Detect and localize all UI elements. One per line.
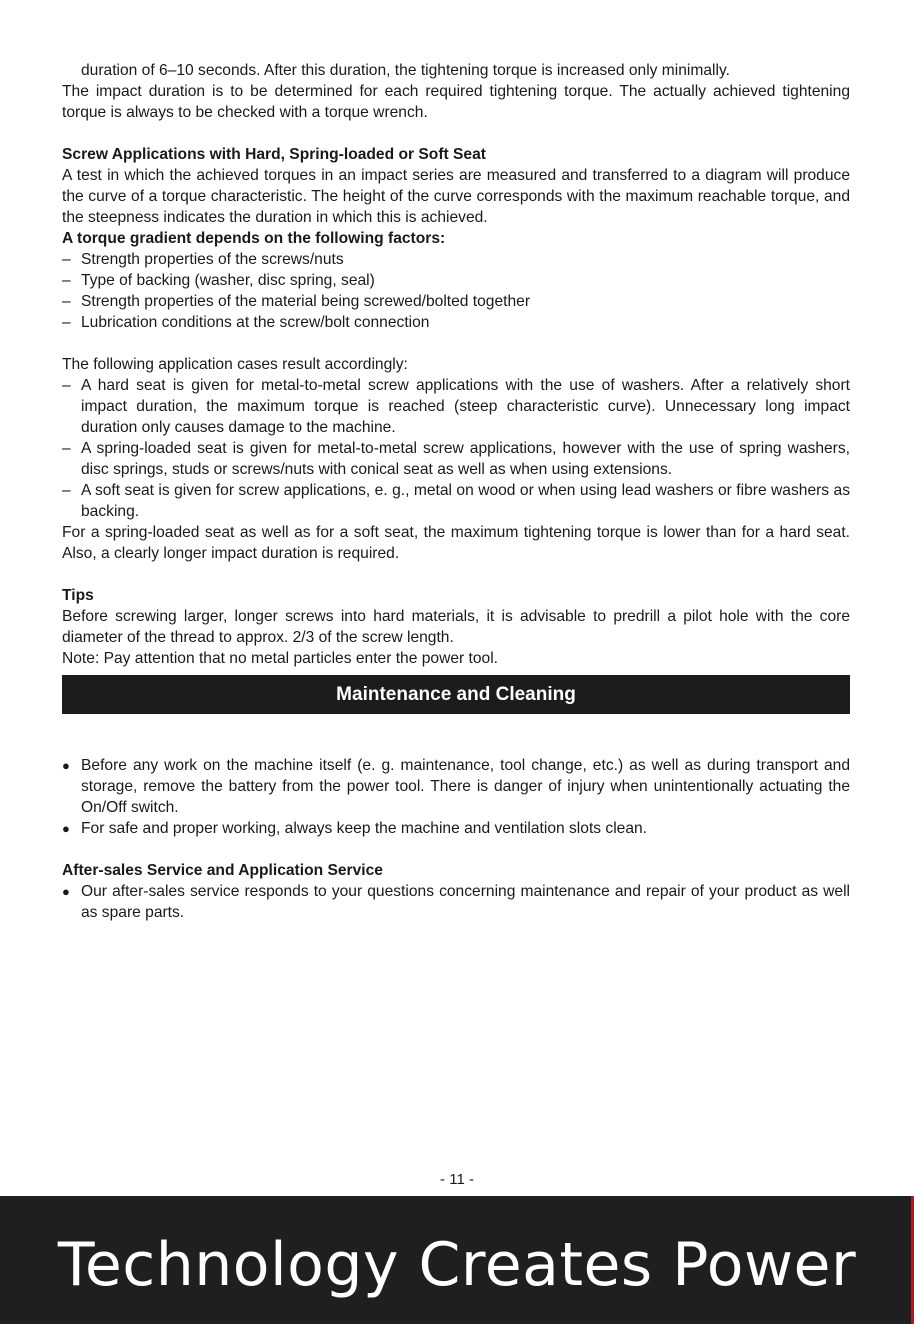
list-item: – Type of backing (washer, disc spring, seal) bbox=[62, 272, 375, 289]
factors-list bbox=[62, 249, 850, 333]
list-item: ● For safe and proper working, always keep the machine and ventilation slots clean. bbox=[62, 820, 648, 837]
list-item: ● Before any work on the machine itself (e. g. maintenance, tool change, etc.) as well as during transport and storage, remove the battery from the power tool. There is danger of injury when unintentionally actuating the On/Off switch. bbox=[62, 757, 850, 816]
list-item: – A hard seat is given for metal-to-metal screw applications with the use of washers. After a relatively short impact duration, the maximum torque is reached (steep characteristic curve). Unnecessary long impact duration only causes damage to the machine. bbox=[62, 377, 850, 436]
after-sales-heading: After-sales Service and Application Service bbox=[62, 862, 383, 879]
tips-paragraph: Before screwing larger, longer screws into hard materials, it is advisable to predrill a pilot hole with the core diameter of the thread to approx. 2/3 of the screw length. bbox=[62, 608, 850, 646]
intro-paragraph: The impact duration is to be determined for each required tightening torque. The actually achieved tightening torque is always to be checked with a torque wrench. bbox=[62, 83, 850, 121]
cases-closing: For a spring-loaded seat as well as for a soft seat, the maximum tightening torque is lower than for a hard seat. Also, a clearly longer impact duration is required. bbox=[62, 524, 850, 562]
bullet-icon: ● bbox=[62, 884, 70, 899]
list-item: – A soft seat is given for screw applications, e. g., metal on wood or when using lead washers or fibre washers as backing. bbox=[62, 482, 850, 520]
maintenance-title: Maintenance and Cleaning bbox=[336, 684, 576, 705]
tips-note: Note: Pay attention that no metal particles enter the power tool. bbox=[62, 650, 499, 667]
maintenance-list bbox=[62, 755, 850, 839]
cases-intro: The following application cases result accordingly: bbox=[62, 356, 408, 373]
cases-list bbox=[62, 375, 850, 522]
list-item: – A spring-loaded seat is given for metal-to-metal screw applications, however with the use of spring washers, disc springs, studs or screws/nuts with conical seat as well as when using extensions. bbox=[62, 440, 850, 478]
tips-heading: Tips bbox=[62, 587, 94, 604]
list-item: – Lubrication conditions at the screw/bolt connection bbox=[62, 314, 430, 331]
screw-applications-paragraph: A test in which the achieved torques in an impact series are measured and transferred to a diagram will produce the curve of a torque characteristic. The height of the curve corresponds with the maximum reachable torque, and the steepness indicates the duration in which this is achieved. bbox=[62, 167, 850, 226]
screw-applications-heading: Screw Applications with Hard, Spring-loaded or Soft Seat bbox=[62, 146, 486, 163]
page-number: - 11 - bbox=[440, 1171, 474, 1188]
document-body bbox=[62, 60, 850, 923]
list-item: ● Our after-sales service responds to your questions concerning maintenance and repair of your product as well as spare parts. bbox=[62, 883, 850, 921]
list-item: – Strength properties of the material being screwed/bolted together bbox=[62, 293, 531, 310]
footer-slogan: Technology Creates Power bbox=[57, 1230, 857, 1300]
bullet-icon: ● bbox=[62, 821, 70, 836]
after-sales-list bbox=[62, 881, 850, 923]
bullet-icon: ● bbox=[62, 758, 70, 773]
footer-banner bbox=[0, 1196, 914, 1324]
intro-continuation: duration of 6–10 seconds. After this duration, the tightening torque is increased only minimally. bbox=[81, 62, 730, 79]
list-item: – Strength properties of the screws/nuts bbox=[62, 251, 344, 268]
maintenance-section-header bbox=[62, 675, 850, 714]
factors-heading: A torque gradient depends on the following factors: bbox=[62, 230, 446, 247]
